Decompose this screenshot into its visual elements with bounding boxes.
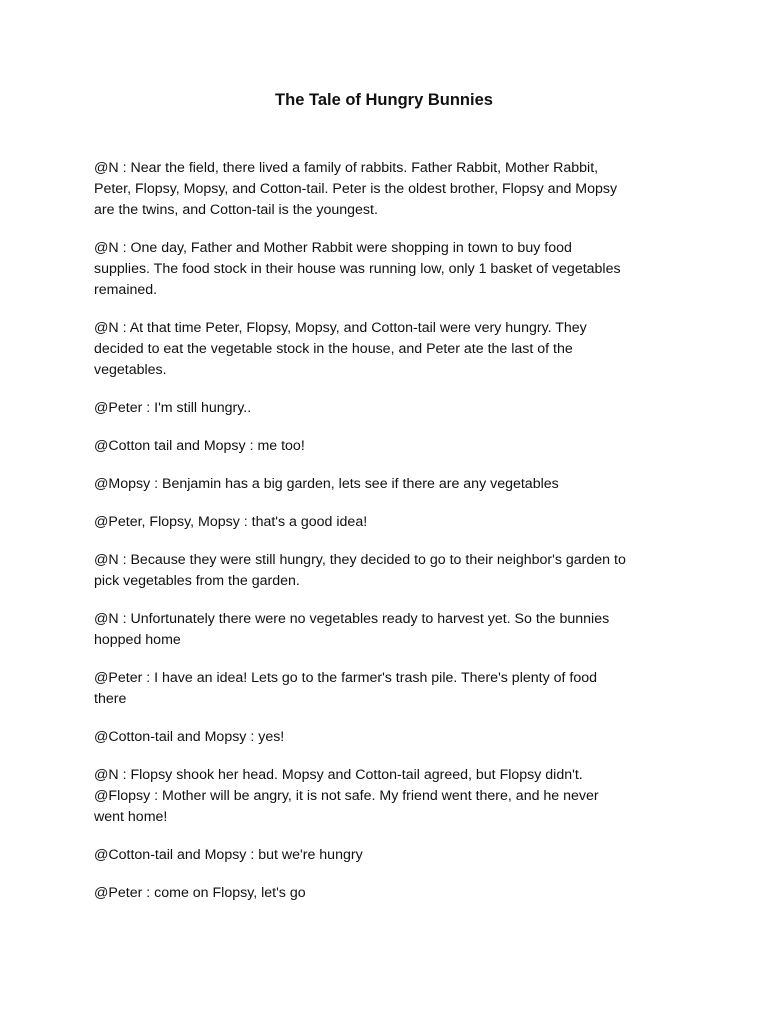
paragraph xyxy=(94,845,684,866)
paragraph-line: @Mopsy : Benjamin has a big garden, lets see if there are any vegetables xyxy=(94,476,559,492)
document-body xyxy=(94,158,684,921)
paragraph-line: @N : At that time Peter, Flopsy, Mopsy, and Cotton-tail were very hungry. They xyxy=(94,320,587,336)
paragraph xyxy=(94,765,684,828)
document-title: The Tale of Hungry Bunnies xyxy=(275,91,493,109)
paragraph xyxy=(94,883,684,904)
paragraph-line: @Peter : I have an idea! Lets go to the farmer's trash pile. There's plenty of food xyxy=(94,670,597,686)
paragraph xyxy=(94,238,684,301)
paragraph-line: @Flopsy : Mother will be angry, it is not safe. My friend went there, and he never xyxy=(94,788,599,804)
paragraph-line: @N : One day, Father and Mother Rabbit were shopping in town to buy food xyxy=(94,240,572,256)
paragraph-line: remained. xyxy=(94,282,158,298)
paragraph-line: supplies. The food stock in their house was running low, only 1 basket of vegetables xyxy=(94,261,621,277)
paragraph-line: decided to eat the vegetable stock in the house, and Peter ate the last of the xyxy=(94,341,573,357)
paragraph-line: are the twins, and Cotton-tail is the youngest. xyxy=(94,202,378,218)
paragraph-line: vegetables. xyxy=(94,362,167,378)
paragraph xyxy=(94,512,684,533)
paragraph-line: @N : Near the field, there lived a family of rabbits. Father Rabbit, Mother Rabbit, xyxy=(94,160,599,176)
paragraph-line: @N : Flopsy shook her head. Mopsy and Cotton-tail agreed, but Flopsy didn't. xyxy=(94,767,583,783)
paragraph xyxy=(94,668,684,710)
paragraph xyxy=(94,727,684,748)
paragraph xyxy=(94,550,684,592)
paragraph-line: @Cotton-tail and Mopsy : but we're hungry xyxy=(94,847,363,863)
paragraph xyxy=(94,436,684,457)
paragraph-line: @Cotton tail and Mopsy : me too! xyxy=(94,438,305,454)
paragraph xyxy=(94,474,684,495)
paragraph xyxy=(94,609,684,651)
paragraph-line: @N : Unfortunately there were no vegetables ready to harvest yet. So the bunnies xyxy=(94,611,610,627)
paragraph-line: @Cotton-tail and Mopsy : yes! xyxy=(94,729,285,745)
paragraph-line: @Peter, Flopsy, Mopsy : that's a good idea! xyxy=(94,514,368,530)
paragraph-line: there xyxy=(94,691,127,707)
paragraph-line: Peter, Flopsy, Mopsy, and Cotton-tail. Peter is the oldest brother, Flopsy and Mopsy xyxy=(94,181,618,197)
paragraph-line: hopped home xyxy=(94,632,181,648)
paragraph xyxy=(94,318,684,381)
paragraph-line: pick vegetables from the garden. xyxy=(94,573,300,589)
paragraph-line: @Peter : come on Flopsy, let's go xyxy=(94,885,306,901)
paragraph-line: went home! xyxy=(94,809,168,825)
paragraph-line: @N : Because they were still hungry, they decided to go to their neighbor's garden to xyxy=(94,552,626,568)
paragraph xyxy=(94,398,684,419)
paragraph xyxy=(94,158,684,221)
paragraph-line: @Peter : I'm still hungry.. xyxy=(94,400,252,416)
